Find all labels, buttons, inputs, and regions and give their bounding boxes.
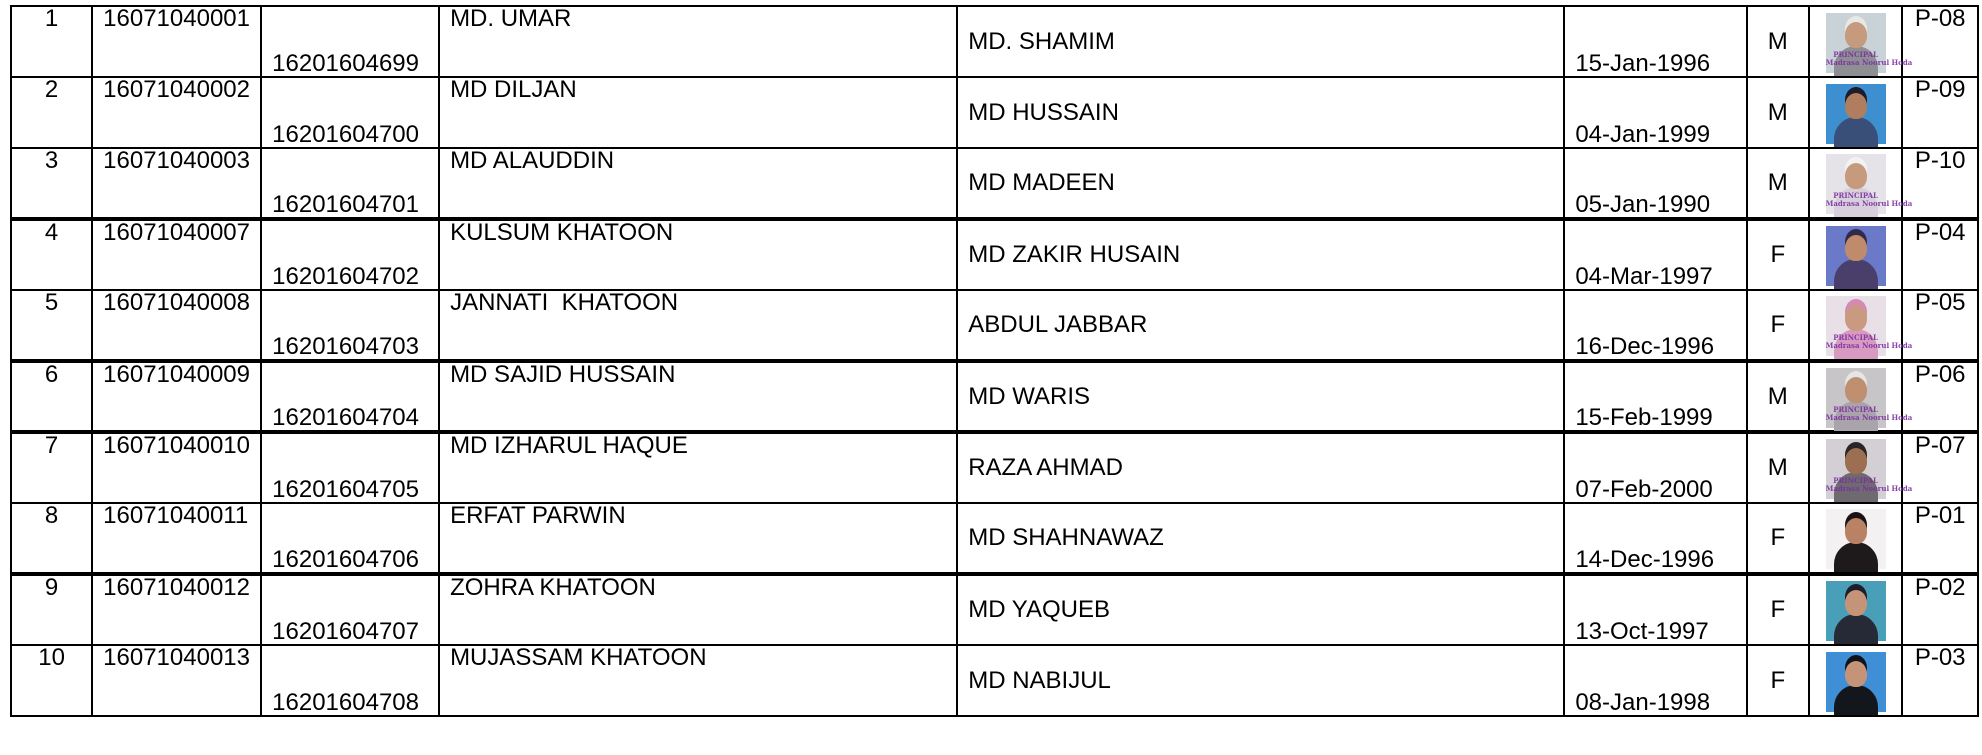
photo-cell (1809, 148, 1913, 219)
photo-cell (1809, 219, 1902, 290)
photo-cell (1809, 290, 1913, 361)
serial-number-cell: 4 (11, 219, 92, 290)
student-name-cell: MD ALAUDDIN (439, 148, 957, 219)
principal-stamp (1825, 476, 1913, 495)
student-name-cell: MD SAJID HUSSAIN (439, 361, 957, 432)
paper-code-cell: P-02 (1902, 574, 1978, 645)
student-name-cell: ERFAT PARWIN (439, 503, 957, 574)
roll-number-cell: 16201604706 (261, 503, 439, 574)
date-of-birth-cell: 04-Jan-1999 (1564, 77, 1746, 148)
student-photo (1825, 13, 1913, 73)
gender-cell: F (1747, 574, 1809, 645)
stamp-subtitle: Madrasa Noorul Hoda (1825, 484, 1913, 493)
table-row (11, 503, 1978, 574)
roll-number-cell: 16201604703 (261, 290, 439, 361)
registration-number-cell: 16071040003 (92, 148, 261, 219)
stamp-title: PRINCIPAL (1833, 404, 1878, 414)
paper-code-cell: P-08 (1902, 6, 1978, 77)
gender-cell: M (1747, 77, 1809, 148)
date-of-birth-cell: 04-Mar-1997 (1564, 219, 1746, 290)
gender-cell: M (1747, 148, 1809, 219)
student-photo (1826, 226, 1886, 286)
father-name-cell: MD MADEEN (957, 148, 1564, 219)
stamp-title: PRINCIPAL (1833, 49, 1878, 59)
father-name-cell: MD ZAKIR HUSAIN (957, 219, 1564, 290)
registration-number-cell: 16071040009 (92, 361, 261, 432)
stamp-subtitle: Madrasa Noorul Hoda (1825, 57, 1913, 67)
gender-cell: F (1747, 645, 1809, 716)
student-table (10, 5, 1979, 717)
date-of-birth-cell: 16-Dec-1996 (1564, 290, 1746, 361)
student-name-cell: ZOHRA KHATOON (439, 574, 957, 645)
photo-shoulders (1834, 117, 1878, 147)
photo-cell (1809, 6, 1913, 77)
principal-stamp (1825, 49, 1913, 69)
student-photo (1826, 581, 1886, 641)
table-row (11, 645, 1978, 716)
registration-number-cell: 16071040010 (92, 432, 261, 503)
photo-shoulders (1834, 685, 1878, 715)
paper-code-cell: P-07 (1902, 432, 1978, 503)
father-name-cell: MD WARIS (957, 361, 1564, 432)
gender-cell: M (1747, 361, 1809, 432)
photo-face (1845, 377, 1867, 403)
table-row (11, 219, 1978, 290)
student-photo (1826, 84, 1886, 144)
table-row (11, 432, 1978, 503)
photo-shoulders (1834, 259, 1878, 289)
photo-cell (1809, 574, 1902, 645)
father-name-cell: MD HUSSAIN (957, 77, 1564, 148)
principal-stamp (1825, 191, 1913, 210)
paper-code-cell: P-09 (1902, 77, 1978, 148)
paper-code-cell: P-06 (1902, 361, 1978, 432)
stamp-title: PRINCIPAL (1833, 333, 1878, 342)
serial-number-cell: 10 (11, 645, 92, 716)
stamp-title: PRINCIPAL (1833, 476, 1878, 485)
table-row (11, 6, 1978, 77)
serial-number-cell: 2 (11, 77, 92, 148)
photo-face (1845, 93, 1867, 119)
roll-number-cell: 16201604707 (261, 574, 439, 645)
photo-cell (1809, 361, 1913, 432)
student-photo (1826, 652, 1886, 712)
student-photo (1826, 509, 1886, 569)
photo-shoulders (1834, 614, 1878, 644)
photo-face (1845, 305, 1867, 331)
photo-face (1845, 518, 1867, 544)
date-of-birth-cell: 14-Dec-1996 (1564, 503, 1746, 574)
roll-number-cell: 16201604700 (261, 77, 439, 148)
registration-number-cell: 16071040008 (92, 290, 261, 361)
student-name-cell: MD. UMAR (439, 6, 957, 77)
roll-number-cell: 16201604705 (261, 432, 439, 503)
photo-face (1845, 163, 1867, 189)
roll-number-cell: 16201604699 (261, 6, 439, 77)
photo-cell (1809, 645, 1902, 716)
serial-number-cell: 8 (11, 503, 92, 574)
paper-code-cell: P-01 (1902, 503, 1978, 574)
student-name-cell: MD DILJAN (439, 77, 957, 148)
date-of-birth-cell: 05-Jan-1990 (1564, 148, 1746, 219)
student-photo (1825, 368, 1913, 428)
student-name-cell: JANNATI KHATOON (439, 290, 957, 361)
father-name-cell: ABDUL JABBAR (957, 290, 1564, 361)
stamp-subtitle: Madrasa Noorul Hoda (1825, 199, 1913, 208)
gender-cell: F (1747, 503, 1809, 574)
gender-cell: F (1747, 219, 1809, 290)
serial-number-cell: 7 (11, 432, 92, 503)
gender-cell: M (1747, 432, 1809, 503)
serial-number-cell: 1 (11, 6, 92, 77)
stamp-subtitle: Madrasa Noorul Hoda (1825, 341, 1913, 350)
photo-face (1845, 590, 1867, 616)
photo-cell (1809, 77, 1902, 148)
table-row (11, 148, 1978, 219)
serial-number-cell: 5 (11, 290, 92, 361)
student-name-cell: MD IZHARUL HAQUE (439, 432, 957, 503)
table-row (11, 361, 1978, 432)
student-photo (1825, 439, 1913, 499)
father-name-cell: RAZA AHMAD (957, 432, 1564, 503)
serial-number-cell: 9 (11, 574, 92, 645)
registration-number-cell: 16071040002 (92, 77, 261, 148)
student-rows (11, 6, 1978, 716)
photo-cell (1809, 503, 1902, 574)
photo-shoulders (1834, 542, 1878, 572)
roll-number-cell: 16201604702 (261, 219, 439, 290)
photo-face (1845, 448, 1867, 474)
father-name-cell: MD SHAHNAWAZ (957, 503, 1564, 574)
father-name-cell: MD YAQUEB (957, 574, 1564, 645)
table-row (11, 77, 1978, 148)
gender-cell: M (1747, 6, 1809, 77)
stamp-title: PRINCIPAL (1833, 191, 1878, 200)
registration-number-cell: 16071040013 (92, 645, 261, 716)
father-name-cell: MD. SHAMIM (957, 6, 1564, 77)
gender-cell: F (1747, 290, 1809, 361)
roll-number-cell: 16201604701 (261, 148, 439, 219)
date-of-birth-cell: 15-Jan-1996 (1564, 6, 1746, 77)
student-name-cell: MUJASSAM KHATOON (439, 645, 957, 716)
paper-code-cell: P-03 (1902, 645, 1978, 716)
photo-face (1845, 22, 1867, 48)
date-of-birth-cell: 07-Feb-2000 (1564, 432, 1746, 503)
roll-number-cell: 16201604704 (261, 361, 439, 432)
registration-number-cell: 16071040007 (92, 219, 261, 290)
principal-stamp (1825, 333, 1913, 352)
student-name-cell: KULSUM KHATOON (439, 219, 957, 290)
photo-face (1845, 661, 1867, 687)
registration-number-cell: 16071040012 (92, 574, 261, 645)
serial-number-cell: 3 (11, 148, 92, 219)
date-of-birth-cell: 13-Oct-1997 (1564, 574, 1746, 645)
paper-code-cell: P-04 (1902, 219, 1978, 290)
stamp-subtitle: Madrasa Noorul Hoda (1825, 412, 1913, 422)
serial-number-cell: 6 (11, 361, 92, 432)
student-photo (1825, 296, 1913, 356)
roll-number-cell: 16201604708 (261, 645, 439, 716)
table-row (11, 290, 1978, 361)
date-of-birth-cell: 15-Feb-1999 (1564, 361, 1746, 432)
date-of-birth-cell: 08-Jan-1998 (1564, 645, 1746, 716)
principal-stamp (1825, 404, 1913, 424)
father-name-cell: MD NABIJUL (957, 645, 1564, 716)
student-photo (1825, 154, 1913, 214)
registration-number-cell: 16071040011 (92, 503, 261, 574)
photo-cell (1809, 432, 1913, 503)
registration-number-cell: 16071040001 (92, 6, 261, 77)
table-row (11, 574, 1978, 645)
photo-face (1845, 235, 1867, 261)
paper-code-cell: P-10 (1902, 148, 1978, 219)
paper-code-cell: P-05 (1902, 290, 1978, 361)
